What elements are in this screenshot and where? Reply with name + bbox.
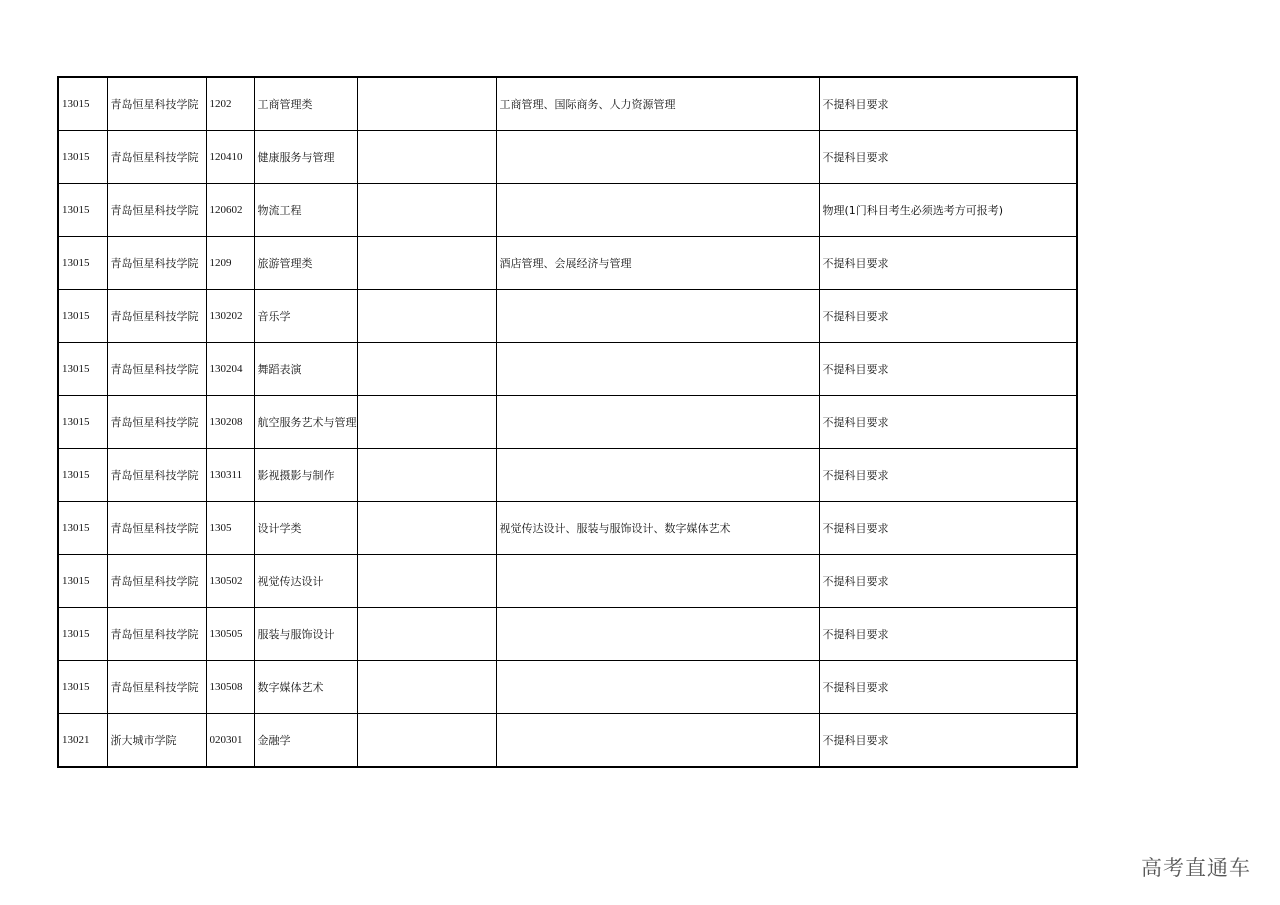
major-code-cell: 1209 xyxy=(206,237,254,290)
note-cell xyxy=(357,237,496,290)
included-majors-cell xyxy=(496,343,819,396)
major-name-cell: 航空服务艺术与管理 xyxy=(254,396,357,449)
major-name-cell: 工商管理类 xyxy=(254,77,357,131)
table-row xyxy=(58,237,1077,290)
included-majors-cell xyxy=(496,714,819,768)
school-code-cell: 13015 xyxy=(58,502,107,555)
subject-requirement-cell: 不提科目要求 xyxy=(819,661,1077,714)
table-row xyxy=(58,343,1077,396)
subject-requirement-cell: 不提科目要求 xyxy=(819,714,1077,768)
school-code-cell: 13015 xyxy=(58,131,107,184)
major-code-cell: 130202 xyxy=(206,290,254,343)
major-code-cell: 130311 xyxy=(206,449,254,502)
school-code-cell: 13015 xyxy=(58,290,107,343)
major-code-cell: 020301 xyxy=(206,714,254,768)
major-code-cell: 1202 xyxy=(206,77,254,131)
subject-requirement-cell: 不提科目要求 xyxy=(819,131,1077,184)
major-name-cell: 健康服务与管理 xyxy=(254,131,357,184)
included-majors-cell xyxy=(496,555,819,608)
note-cell xyxy=(357,502,496,555)
included-majors-cell: 工商管理、国际商务、人力资源管理 xyxy=(496,77,819,131)
note-cell xyxy=(357,714,496,768)
school-name-cell: 青岛恒星科技学院 xyxy=(107,290,206,343)
school-name-cell: 青岛恒星科技学院 xyxy=(107,237,206,290)
subject-requirement-cell: 不提科目要求 xyxy=(819,396,1077,449)
major-name-cell: 视觉传达设计 xyxy=(254,555,357,608)
major-code-cell: 1305 xyxy=(206,502,254,555)
included-majors-cell xyxy=(496,449,819,502)
school-code-cell: 13015 xyxy=(58,343,107,396)
table-row xyxy=(58,502,1077,555)
note-cell xyxy=(357,77,496,131)
school-code-cell: 13015 xyxy=(58,396,107,449)
subject-requirement-cell: 不提科目要求 xyxy=(819,449,1077,502)
school-name-cell: 青岛恒星科技学院 xyxy=(107,131,206,184)
included-majors-cell xyxy=(496,184,819,237)
school-name-cell: 青岛恒星科技学院 xyxy=(107,661,206,714)
school-code-cell: 13015 xyxy=(58,449,107,502)
note-cell xyxy=(357,396,496,449)
table-row xyxy=(58,661,1077,714)
table-row xyxy=(58,290,1077,343)
table-row xyxy=(58,714,1077,768)
included-majors-cell: 酒店管理、会展经济与管理 xyxy=(496,237,819,290)
note-cell xyxy=(357,131,496,184)
note-cell xyxy=(357,555,496,608)
note-cell xyxy=(357,608,496,661)
subject-requirement-cell: 物理(1门科目考生必须选考方可报考) xyxy=(819,184,1077,237)
table-row xyxy=(58,77,1077,131)
school-name-cell: 青岛恒星科技学院 xyxy=(107,77,206,131)
major-code-cell: 130204 xyxy=(206,343,254,396)
major-name-cell: 设计学类 xyxy=(254,502,357,555)
subject-requirement-cell: 不提科目要求 xyxy=(819,77,1077,131)
table-row xyxy=(58,555,1077,608)
table-row xyxy=(58,608,1077,661)
subject-requirement-cell: 不提科目要求 xyxy=(819,290,1077,343)
major-name-cell: 舞蹈表演 xyxy=(254,343,357,396)
table-row xyxy=(58,184,1077,237)
subject-requirement-cell: 不提科目要求 xyxy=(819,608,1077,661)
school-code-cell: 13015 xyxy=(58,184,107,237)
major-name-cell: 旅游管理类 xyxy=(254,237,357,290)
major-name-cell: 影视摄影与制作 xyxy=(254,449,357,502)
major-code-cell: 130505 xyxy=(206,608,254,661)
table-body xyxy=(58,77,1077,767)
school-name-cell: 青岛恒星科技学院 xyxy=(107,343,206,396)
major-code-cell: 130208 xyxy=(206,396,254,449)
major-code-cell: 120602 xyxy=(206,184,254,237)
school-name-cell: 青岛恒星科技学院 xyxy=(107,449,206,502)
school-code-cell: 13021 xyxy=(58,714,107,768)
major-code-cell: 130508 xyxy=(206,661,254,714)
requirements-table xyxy=(57,76,1078,768)
school-name-cell: 青岛恒星科技学院 xyxy=(107,555,206,608)
note-cell xyxy=(357,290,496,343)
included-majors-cell xyxy=(496,608,819,661)
major-name-cell: 物流工程 xyxy=(254,184,357,237)
included-majors-cell xyxy=(496,290,819,343)
major-name-cell: 数字媒体艺术 xyxy=(254,661,357,714)
included-majors-cell xyxy=(496,661,819,714)
table-row xyxy=(58,131,1077,184)
school-name-cell: 青岛恒星科技学院 xyxy=(107,502,206,555)
school-code-cell: 13015 xyxy=(58,77,107,131)
included-majors-cell: 视觉传达设计、服装与服饰设计、数字媒体艺术 xyxy=(496,502,819,555)
note-cell xyxy=(357,449,496,502)
subject-requirement-cell: 不提科目要求 xyxy=(819,343,1077,396)
major-name-cell: 音乐学 xyxy=(254,290,357,343)
major-code-cell: 130502 xyxy=(206,555,254,608)
school-code-cell: 13015 xyxy=(58,555,107,608)
school-code-cell: 13015 xyxy=(58,661,107,714)
school-name-cell: 青岛恒星科技学院 xyxy=(107,608,206,661)
table-row xyxy=(58,449,1077,502)
subject-requirement-cell: 不提科目要求 xyxy=(819,502,1077,555)
school-name-cell: 浙大城市学院 xyxy=(107,714,206,768)
school-name-cell: 青岛恒星科技学院 xyxy=(107,396,206,449)
major-name-cell: 金融学 xyxy=(254,714,357,768)
subject-requirement-cell: 不提科目要求 xyxy=(819,555,1077,608)
school-code-cell: 13015 xyxy=(58,237,107,290)
major-name-cell: 服装与服饰设计 xyxy=(254,608,357,661)
school-code-cell: 13015 xyxy=(58,608,107,661)
table-row xyxy=(58,396,1077,449)
subject-requirement-cell: 不提科目要求 xyxy=(819,237,1077,290)
included-majors-cell xyxy=(496,131,819,184)
major-code-cell: 120410 xyxy=(206,131,254,184)
watermark-text: 高考直通车 xyxy=(1141,856,1251,880)
school-name-cell: 青岛恒星科技学院 xyxy=(107,184,206,237)
included-majors-cell xyxy=(496,396,819,449)
note-cell xyxy=(357,184,496,237)
note-cell xyxy=(357,661,496,714)
note-cell xyxy=(357,343,496,396)
